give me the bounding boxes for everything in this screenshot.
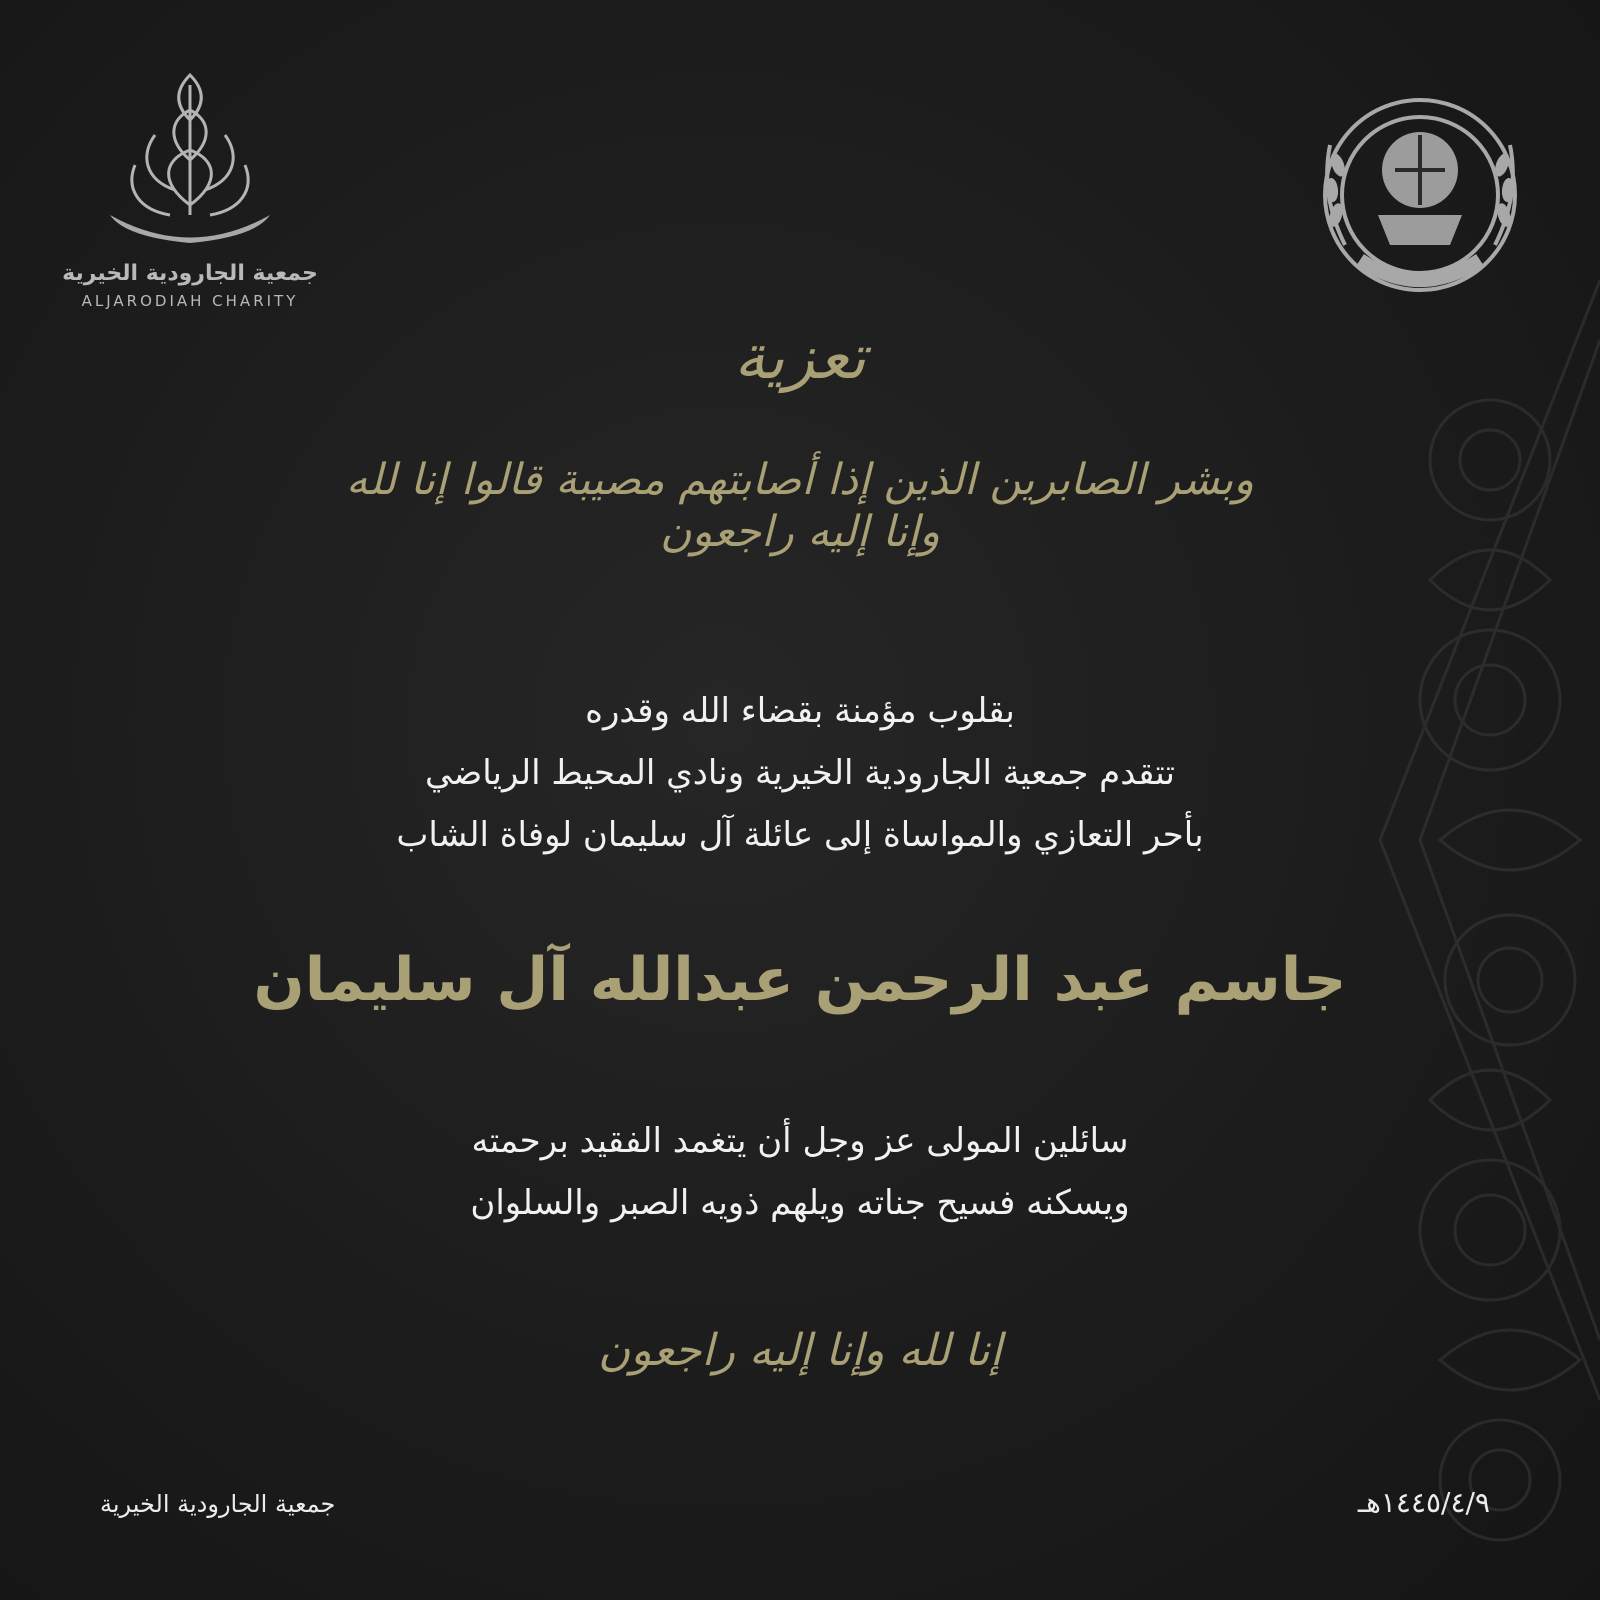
footer-organization: جمعية الجارودية الخيرية: [100, 1490, 336, 1518]
footer-date: ١٤٤٥/٤/٩هـ: [1357, 1486, 1490, 1519]
club-emblem-icon: [1300, 85, 1540, 325]
condolence-title: تعزية: [734, 320, 866, 393]
body-line: تتقدم جمعية الجارودية الخيرية ونادي المحيط الرياضي: [424, 753, 1175, 793]
prayer-text: [0, 1110, 1600, 1234]
arabesque-ornament-icon: [1340, 280, 1600, 1600]
charity-logo: [55, 65, 325, 310]
prayer-line: سائلين المولى عز وجل أن يتغمد الفقيد برحمته: [471, 1121, 1129, 1161]
charity-name-en: ALJARODIAH CHARITY: [81, 292, 299, 310]
body-line: بأحر التعازي والمواساة إلى عائلة آل سليمان لوفاة الشاب: [396, 815, 1204, 855]
charity-name-ar: جمعية الجارودية الخيرية: [62, 261, 318, 286]
wheat-boat-icon: [95, 65, 285, 255]
announcement-text: [0, 680, 1600, 866]
quran-verse: وبشر الصابرين الذين إذا أصابتهم مصيبة قالوا إنا لله وإنا إليه راجعون: [346, 455, 1254, 557]
body-line: بقلوب مؤمنة بقضاء الله وقدره: [585, 691, 1015, 731]
closing-phrase: إنا لله وإنا إليه راجعون: [598, 1325, 1002, 1376]
prayer-line: ويسكنه فسيح جناته ويلهم ذويه الصبر والسلوان: [470, 1183, 1130, 1223]
deceased-name: جاسم عبد الرحمن عبدالله آل سليمان: [253, 945, 1347, 1015]
